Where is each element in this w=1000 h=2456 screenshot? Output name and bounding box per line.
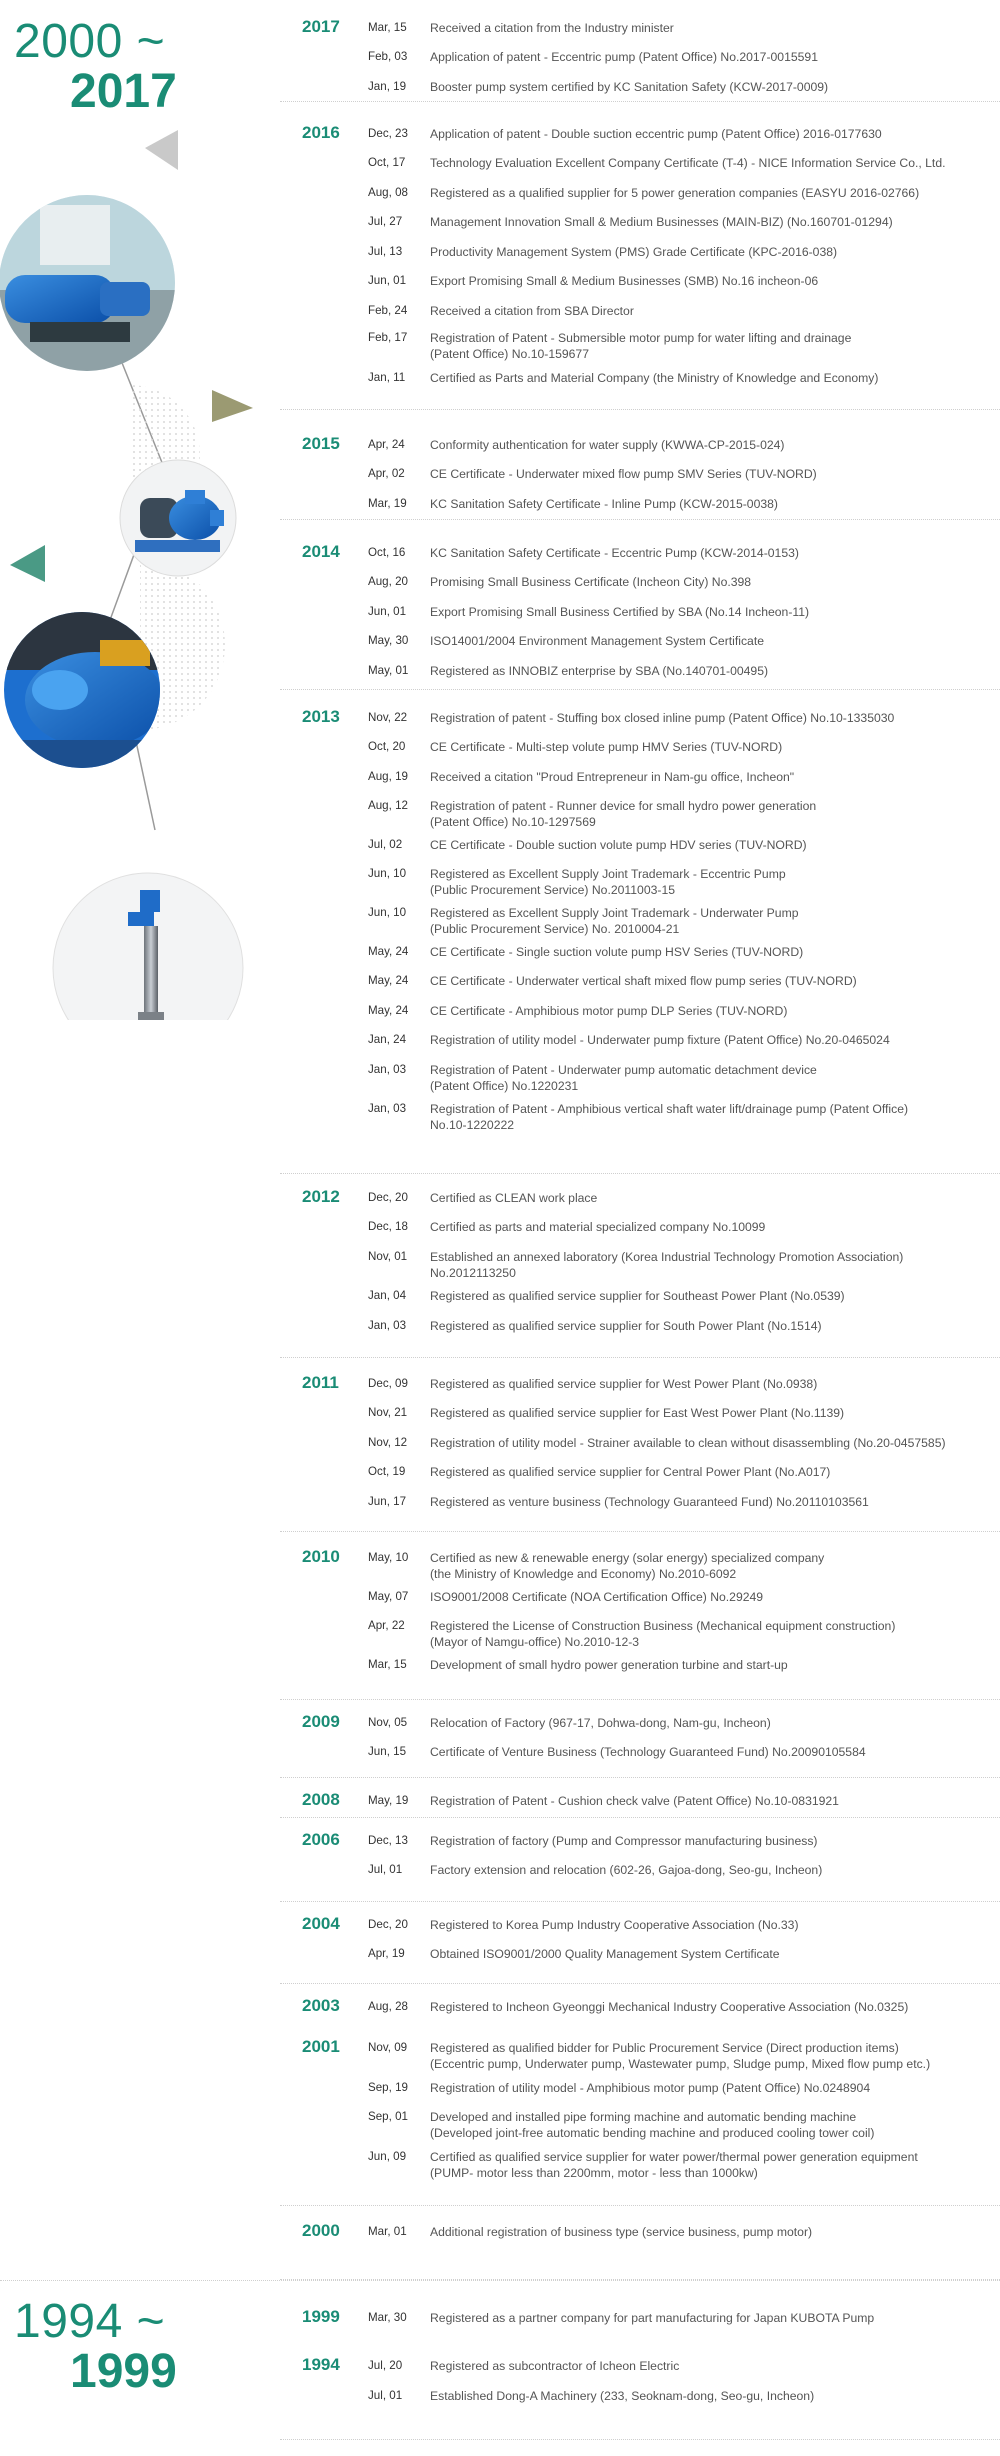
product-illustrations bbox=[0, 0, 290, 1020]
event-description: Registered to Incheon Gyeonggi Mechanical Industry Cooperative Association (No.0325) bbox=[430, 2000, 909, 2014]
event-description: Export Promising Small & Medium Businesses (SMB) No.16 incheon-06 bbox=[430, 274, 819, 288]
event-date: Dec, 20 bbox=[368, 1918, 408, 1931]
event-date: Dec, 20 bbox=[368, 1191, 408, 1204]
event-date: Jan, 24 bbox=[368, 1033, 407, 1046]
event-date: Nov, 12 bbox=[368, 1436, 408, 1449]
event-description: CE Certificate - Multi-step volute pump HMV Series (TUV-NORD) bbox=[430, 740, 783, 754]
event-description: Registered the License of Construction Business (Mechanical equipment construction) (Mayor of Namgu-office) No.2010-12-3 bbox=[430, 1619, 896, 1649]
event-description: CE Certificate - Underwater vertical shaft mixed flow pump series (TUV-NORD) bbox=[430, 974, 857, 988]
event-description: Registered to Korea Pump Industry Cooperative Association (No.33) bbox=[430, 1918, 799, 1932]
event-description: Registered as subcontractor of Icheon Electric bbox=[430, 2359, 680, 2373]
event-description: ISO14001/2004 Environment Management System Certificate bbox=[430, 634, 764, 648]
event-description: Established Dong-A Machinery (233, Seoknam-dong, Seo-gu, Incheon) bbox=[430, 2389, 815, 2403]
event-date: Aug, 28 bbox=[368, 2000, 408, 2013]
year-group bbox=[280, 2026, 1000, 2206]
year-label: 2010 bbox=[302, 1547, 340, 1566]
event-date: Oct, 16 bbox=[368, 546, 406, 559]
year-group bbox=[280, 1818, 1000, 1902]
year-group bbox=[280, 2346, 1000, 2440]
event-description: Registered as a qualified supplier for 5 power generation companies (EASYU 2016-02766) bbox=[430, 186, 920, 200]
event-description: Registration of patent - Runner device for small hydro power generation (Patent Office) No.10-1297569 bbox=[430, 799, 817, 829]
event-description: CE Certificate - Amphibious motor pump DLP Series (TUV-NORD) bbox=[430, 1004, 788, 1018]
year-group bbox=[280, 2206, 1000, 2280]
event-date: Jul, 01 bbox=[368, 1863, 403, 1876]
event-description: Registration of utility model - Underwater pump fixture (Patent Office) No.20-0465024 bbox=[430, 1033, 890, 1047]
era-to: 1999 bbox=[70, 2345, 177, 2398]
event-date: Feb, 03 bbox=[368, 50, 408, 63]
year-group bbox=[280, 102, 1000, 410]
event-date: May, 24 bbox=[368, 1004, 409, 1017]
event-date: Jul, 02 bbox=[368, 838, 403, 851]
year-group bbox=[280, 1358, 1000, 1532]
event-date: Jan, 03 bbox=[368, 1063, 407, 1076]
event-description: ISO9001/2008 Certificate (NOA Certification Office) No.29249 bbox=[430, 1590, 764, 1604]
year-label: 2013 bbox=[302, 707, 340, 726]
year-label: 2003 bbox=[302, 1996, 340, 2015]
event-date: May, 01 bbox=[368, 664, 409, 677]
era-to: 2017 bbox=[70, 65, 177, 118]
event-date: Apr, 19 bbox=[368, 1947, 405, 1960]
event-description: Development of small hydro power generation turbine and start-up bbox=[430, 1658, 788, 1672]
event-date: Feb, 17 bbox=[368, 331, 408, 344]
pump-photo-indoor bbox=[0, 195, 180, 380]
year-group bbox=[280, 690, 1000, 1174]
year-group bbox=[280, 1174, 1000, 1358]
event-description: Factory extension and relocation (602-26, Gajoa-dong, Seo-gu, Incheon) bbox=[430, 1863, 823, 1877]
year-group bbox=[280, 1778, 1000, 1818]
year-label: 1994 bbox=[302, 2355, 340, 2374]
year-label: 2001 bbox=[302, 2037, 340, 2056]
event-description: Certified as Parts and Material Company (the Ministry of Knowledge and Economy) bbox=[430, 371, 879, 385]
event-description: Technology Evaluation Excellent Company Certificate (T-4) - NICE Information Service Co., Ltd. bbox=[430, 156, 946, 170]
year-label: 2015 bbox=[302, 434, 340, 453]
event-description: CE Certificate - Single suction volute pump HSV Series (TUV-NORD) bbox=[430, 945, 804, 959]
event-description: Developed and installed pipe forming machine and automatic bending machine (Developed joint-free automatic bending machine and produced cooling tower coil) bbox=[430, 2110, 875, 2140]
event-date: Nov, 22 bbox=[368, 711, 408, 724]
event-description: Application of patent - Double suction eccentric pump (Patent Office) 2016-0177630 bbox=[430, 127, 882, 141]
event-description: Booster pump system certified by KC Sanitation Safety (KCW-2017-0009) bbox=[430, 80, 829, 94]
year-label: 2011 bbox=[302, 1373, 339, 1392]
event-description: Registered as qualified service supplier for Central Power Plant (No.A017) bbox=[430, 1465, 831, 1479]
event-description: Registered as qualified service supplier for South Power Plant (No.1514) bbox=[430, 1319, 822, 1333]
event-description: Received a citation "Proud Entrepreneur in Nam-gu office, Incheon" bbox=[430, 770, 795, 784]
event-date: Jun, 01 bbox=[368, 605, 407, 618]
event-date: Dec, 18 bbox=[368, 1220, 408, 1233]
event-description: CE Certificate - Double suction volute pump HDV series (TUV-NORD) bbox=[430, 838, 807, 852]
event-date: Jun, 17 bbox=[368, 1495, 407, 1508]
event-date: May, 07 bbox=[368, 1590, 409, 1603]
event-description: Registered as qualified service supplier for West Power Plant (No.0938) bbox=[430, 1377, 818, 1391]
event-date: Mar, 15 bbox=[368, 21, 407, 34]
year-label: 2004 bbox=[302, 1914, 340, 1933]
event-description: Certified as CLEAN work place bbox=[430, 1191, 598, 1205]
event-date: Jun, 15 bbox=[368, 1745, 407, 1758]
event-date: Jun, 10 bbox=[368, 867, 407, 880]
event-date: Jan, 19 bbox=[368, 80, 407, 93]
triangle-teal-icon bbox=[10, 545, 45, 582]
event-description: Registration of Patent - Submersible motor pump for water lifting and drainage (Patent Office) No.10-159677 bbox=[430, 331, 852, 361]
event-date: Jul, 20 bbox=[368, 2359, 403, 2372]
year-group bbox=[280, 0, 1000, 102]
event-description: Registration of utility model - Strainer available to clean without disassembling (No.20-0457585) bbox=[430, 1436, 946, 1450]
event-date: Nov, 05 bbox=[368, 1716, 408, 1729]
event-date: May, 19 bbox=[368, 1794, 409, 1807]
event-date: Aug, 08 bbox=[368, 186, 408, 199]
year-group bbox=[280, 1902, 1000, 1984]
year-group bbox=[280, 1532, 1000, 1700]
event-description: Certificate of Venture Business (Technology Guaranteed Fund) No.20090105584 bbox=[430, 1745, 866, 1759]
year-group bbox=[280, 1984, 1000, 2024]
era-from: 1994 ~ bbox=[14, 2295, 166, 2348]
event-date: Jun, 09 bbox=[368, 2150, 407, 2163]
event-date: Aug, 12 bbox=[368, 799, 408, 812]
event-description: Received a citation from SBA Director bbox=[430, 304, 634, 318]
event-description: Registered as Excellent Supply Joint Trademark - Underwater Pump (Public Procurement Service) No. 2010004-21 bbox=[430, 906, 799, 936]
event-description: Registered as qualified bidder for Public Procurement Service (Direct production items) (Eccentric pump, Underwater pump, Wastewater pump, Sludge pump, Mixed flow pump etc.) bbox=[430, 2041, 931, 2071]
year-label: 2006 bbox=[302, 1830, 340, 1849]
event-description: CE Certificate - Underwater mixed flow pump SMV Series (TUV-NORD) bbox=[430, 467, 817, 481]
event-description: Registered as a partner company for part manufacturing for Japan KUBOTA Pump bbox=[430, 2311, 875, 2325]
event-description: Registered as INNOBIZ enterprise by SBA (No.140701-00495) bbox=[430, 664, 769, 678]
year-label: 2016 bbox=[302, 123, 340, 142]
event-description: Registration of Patent - Amphibious vertical shaft water lift/drainage pump (Patent Office) No.10-1220222 bbox=[430, 1102, 909, 1132]
event-description: Certified as parts and material specialized company No.10099 bbox=[430, 1220, 766, 1234]
event-date: Jul, 13 bbox=[368, 245, 403, 258]
year-label: 2008 bbox=[302, 1790, 340, 1809]
year-label: 2009 bbox=[302, 1712, 340, 1731]
event-description: Management Innovation Small & Medium Businesses (MAIN-BIZ) (No.160701-01294) bbox=[430, 215, 893, 229]
year-group bbox=[280, 2298, 1000, 2338]
event-date: Dec, 23 bbox=[368, 127, 408, 140]
event-description: Conformity authentication for water supply (KWWA-CP-2015-024) bbox=[430, 438, 785, 452]
event-date: May, 10 bbox=[368, 1551, 409, 1564]
event-date: Mar, 15 bbox=[368, 1658, 407, 1671]
event-description: Received a citation from the Industry minister bbox=[430, 21, 674, 35]
event-date: Mar, 19 bbox=[368, 497, 407, 510]
event-date: Aug, 20 bbox=[368, 575, 408, 588]
event-date: Oct, 17 bbox=[368, 156, 406, 169]
era-from: 2000 ~ bbox=[14, 15, 166, 68]
event-date: Dec, 09 bbox=[368, 1377, 408, 1390]
event-date: May, 24 bbox=[368, 945, 409, 958]
event-date: Aug, 19 bbox=[368, 770, 408, 783]
event-description: Registered as venture business (Technology Guaranteed Fund) No.20110103561 bbox=[430, 1495, 869, 1509]
event-date: Mar, 01 bbox=[368, 2225, 407, 2238]
event-date: Nov, 21 bbox=[368, 1406, 408, 1419]
year-group bbox=[280, 410, 1000, 520]
event-description: Productivity Management System (PMS) Grade Certificate (KPC-2016-038) bbox=[430, 245, 838, 259]
event-date: Apr, 24 bbox=[368, 438, 405, 451]
event-date: Feb, 24 bbox=[368, 304, 408, 317]
era-heading-1994-1999 bbox=[14, 2295, 177, 2398]
year-group bbox=[280, 520, 1000, 690]
event-date: Oct, 19 bbox=[368, 1465, 406, 1478]
event-description: Registration of factory (Pump and Compressor manufacturing business) bbox=[430, 1834, 818, 1848]
event-description: Obtained ISO9001/2000 Quality Management System Certificate bbox=[430, 1947, 780, 1961]
year-label: 2000 bbox=[302, 2221, 340, 2240]
event-date: Nov, 01 bbox=[368, 1250, 408, 1263]
event-description: Export Promising Small Business Certified by SBA (No.14 Incheon-11) bbox=[430, 605, 810, 619]
event-description: Relocation of Factory (967-17, Dohwa-dong, Nam-gu, Incheon) bbox=[430, 1716, 771, 1730]
year-label: 1999 bbox=[302, 2307, 340, 2326]
event-date: May, 30 bbox=[368, 634, 409, 647]
event-date: Jan, 03 bbox=[368, 1319, 407, 1332]
pump-photo-vertical bbox=[53, 873, 243, 1020]
event-description: Registration of Patent - Underwater pump automatic detachment device (Patent Office) No.1220231 bbox=[430, 1063, 817, 1093]
event-description: Application of patent - Eccentric pump (Patent Office) No.2017-0015591 bbox=[430, 50, 818, 64]
event-date: Sep, 01 bbox=[368, 2110, 408, 2123]
event-date: Jun, 01 bbox=[368, 274, 407, 287]
event-date: May, 24 bbox=[368, 974, 409, 987]
event-description: Registration of utility model - Amphibious motor pump (Patent Office) No.0248904 bbox=[430, 2081, 871, 2095]
event-date: Jul, 27 bbox=[368, 215, 403, 228]
event-date: Jan, 03 bbox=[368, 1102, 407, 1115]
event-date: Nov, 09 bbox=[368, 2041, 408, 2054]
pump-photo-split-case bbox=[120, 460, 236, 576]
event-date: Jan, 04 bbox=[368, 1289, 407, 1302]
event-date: Sep, 19 bbox=[368, 2081, 408, 2094]
event-description: KC Sanitation Safety Certificate - Eccentric Pump (KCW-2014-0153) bbox=[430, 546, 799, 560]
event-description: Promising Small Business Certificate (Incheon City) No.398 bbox=[430, 575, 752, 589]
event-date: Jun, 10 bbox=[368, 906, 407, 919]
year-group bbox=[280, 1700, 1000, 1778]
event-description: Registered as Excellent Supply Joint Trademark - Eccentric Pump (Public Procurement Service) No.2011003-15 bbox=[430, 867, 786, 897]
event-description: Certified as new & renewable energy (solar energy) specialized company (the Ministry of Knowledge and Economy) No.2010-6092 bbox=[430, 1551, 825, 1581]
event-description: KC Sanitation Safety Certificate - Inline Pump (KCW-2015-0038) bbox=[430, 497, 778, 511]
event-date: Jan, 11 bbox=[368, 371, 406, 384]
event-date: Apr, 02 bbox=[368, 467, 405, 480]
event-description: Registration of Patent - Cushion check valve (Patent Office) No.10-0831921 bbox=[430, 1794, 839, 1808]
triangle-gray-icon bbox=[145, 130, 178, 170]
event-date: Apr, 22 bbox=[368, 1619, 405, 1632]
event-description: Registered as qualified service supplier for East West Power Plant (No.1139) bbox=[430, 1406, 845, 1420]
event-description: Established an annexed laboratory (Korea Industrial Technology Promotion Association) No.2012113250 bbox=[430, 1250, 904, 1280]
event-date: Oct, 20 bbox=[368, 740, 406, 753]
year-label: 2017 bbox=[302, 17, 340, 36]
era-divider bbox=[0, 2280, 1000, 2281]
event-description: Additional registration of business type (service business, pump motor) bbox=[430, 2225, 813, 2239]
event-date: Jul, 01 bbox=[368, 2389, 403, 2402]
event-description: Certified as qualified service supplier for water power/thermal power generation equipment (PUMP- motor less than 2200mm, motor - less than 1000kw) bbox=[430, 2150, 918, 2180]
event-date: Mar, 30 bbox=[368, 2311, 407, 2324]
event-description: Registration of patent - Stuffing box closed inline pump (Patent Office) No.10-1335030 bbox=[430, 711, 895, 725]
year-label: 2012 bbox=[302, 1187, 340, 1206]
year-label: 2014 bbox=[302, 542, 340, 561]
triangle-olive-icon bbox=[212, 390, 253, 422]
event-date: Dec, 13 bbox=[368, 1834, 408, 1847]
event-description: Registered as qualified service supplier for Southeast Power Plant (No.0539) bbox=[430, 1289, 845, 1303]
